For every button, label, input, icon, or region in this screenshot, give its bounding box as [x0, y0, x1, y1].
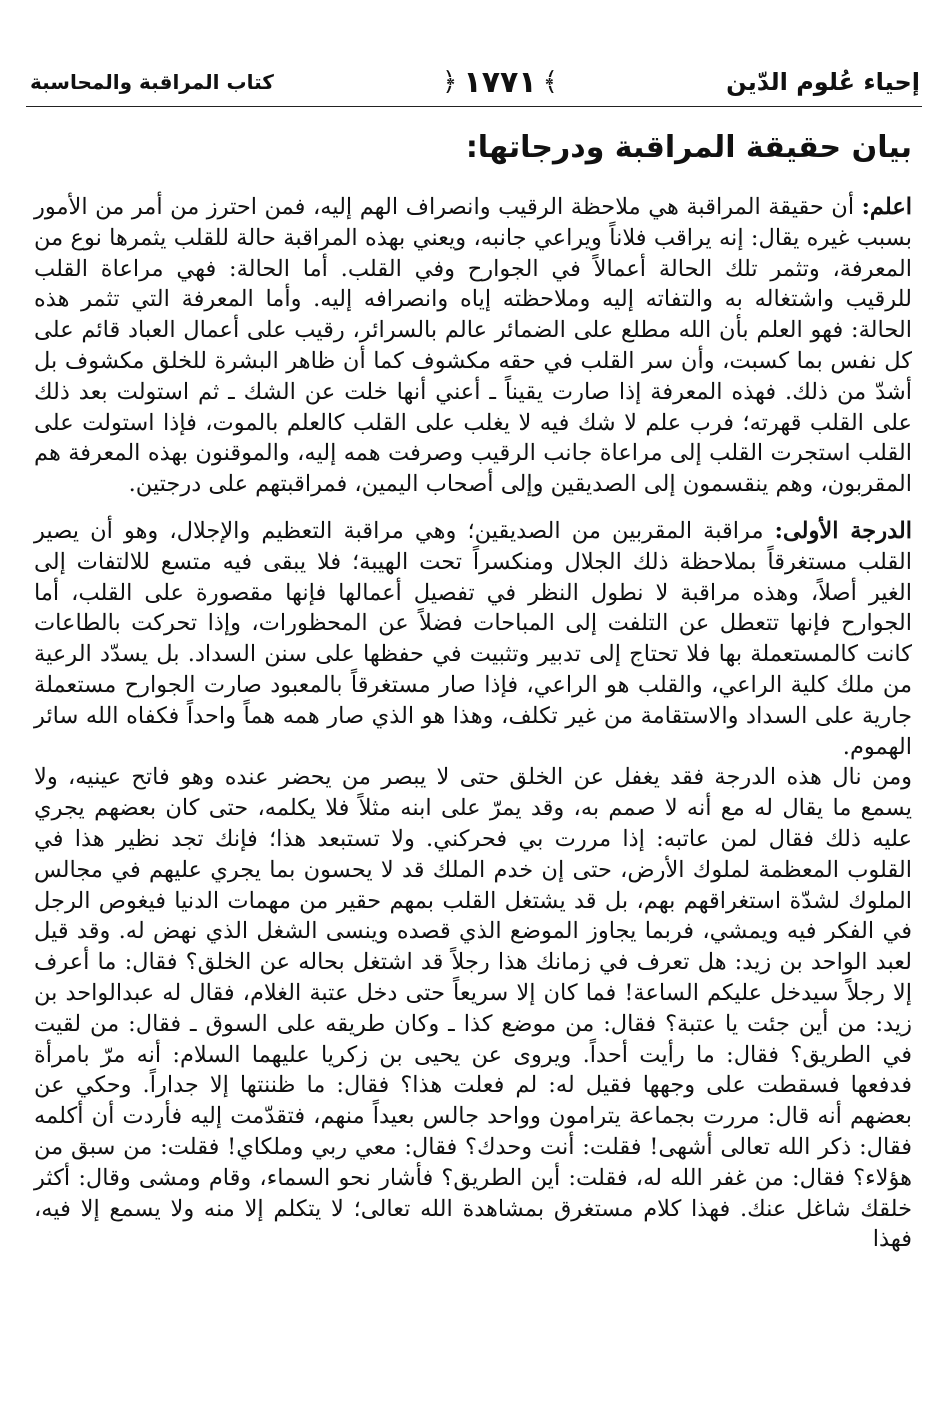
paragraph-lead: اعلم: — [861, 194, 912, 220]
paragraph-text: ومن نال هذه الدرجة فقد يغفل عن الخلق حتى لا يبصر من يحضر عنده وهو فاتح عينيه، ولا يسمع ما يقال له مع أنه لا صمم به، وقد يمرّ على ابنه مثلاً فلا يكلمه، حتى كان بعضهم يجري عليه ذلك فقال لمن عاتبه: إذا مررت بي فحركني. ولا تستبعد هذا؛ فإنك تجد نظير هذا في القلوب المعظمة لملوك الأرض، حتى إن خدم الملك قد لا يحسون بما يجري عليهم في مجالس الملوك لشدّة استغراقهم بهم، بل قد يشتغل القلب بمهم حقير من مهمات الدنيا فيغوص الرجل في الفكر فيه ويمشي، فربما يجاوز الموضع الذي قصده وينسى الشغل الذي نهض له. وقد قيل لعبد الواحد بن زيد: هل تعرف في زمانك هذا رجلاً قد اشتغل بحاله عن الخلق؟ فقال: ما أعرف إلا رجلاً سيدخل عليكم الساعة! فما كان إلا سريعاً حتى دخل عتبة الغلام، فقال له عبدالواحد بن زيد: من أين جئت يا عتبة؟ فقال: من موضع كذا ـ وكان طريقه على السوق ـ فقال: من لقيت في الطريق؟ فقال: ما رأيت أحداً. ويروى عن يحيى بن زكريا عليهما السلام: أنه مرّ بامرأة فدفعها فسقطت على وجهها فقيل له: لم فعلت هذا؟ فقال: ما ظننتها إلا جداراً. وحكي عن بعضهم أنه قال: مررت بجماعة يترامون وواحد جالس بعيداً منهم، فتقدّمت إليه فأردت أن أكلمه فقال: ذكر الله تعالى أشهى! فقلت: أنت وحدك؟ فقال: معي ربي وملكاي! فقلت: من سبق من هؤلاء؟ فقال: من غفر الله له، فقلت: أين الطريق؟ فأشار نحو السماء، وقام ومشى وقال: أكثر خلقك شاغل عنك. فهذا كلام مستغرق بمشاهدة الله تعالى؛ لا يتكلم إلا منه ولا يسمع إلا فيه، فهذا — [34, 764, 912, 1253]
book-title: إحياء عُلوم الدّين — [726, 68, 920, 96]
paragraph-first-degree — [34, 516, 912, 762]
ornament-right: ﴾ — [542, 67, 558, 97]
page-number-block — [442, 65, 558, 100]
chapter-title: كتاب المراقبة والمحاسبة — [30, 70, 274, 94]
paragraph-text: مراقبة المقربين من الصديقين؛ وهي مراقبة التعظيم والإجلال، وهو أن يصير القلب مستغرقاً بملاحظة ذلك الجلال ومنكسراً تحت الهيبة؛ فلا يبقى فيه متسع للالتفات إلى الغير أصلاً، وهذه مراقبة لا نطول النظر في تفصيل أعمالها فإنها مقصورة على القلب، أما الجوارح فإنها تتعطل عن التلفت إلى المباحات فضلاً عن المحظورات، وإذا تحركت بالطاعات كانت كالمستعملة بها فلا تحتاج إلى تدبير وتثبيت في حفظها على سنن السداد. بل يسدّد الرعية من ملك كلية الراعي، والقلب هو الراعي، فإذا صار مستغرقاً بالمعبود صارت الجوارح مستعملة جارية على السداد والاستقامة من غير تكلف، وهذا هو الذي صار همه هماً واحداً فكفاه الله سائر الهموم. — [34, 517, 912, 760]
paragraph-definition — [34, 192, 912, 500]
ornament-left: ﴿ — [442, 67, 458, 97]
paragraph-lead: الدرجة الأولى: — [774, 517, 912, 544]
paragraph-continuation — [34, 762, 912, 1255]
page-body — [34, 116, 912, 1271]
section-heading: بيان حقيقة المراقبة ودرجاتها: — [465, 130, 912, 165]
page-number: ١٧٧١ — [463, 64, 537, 100]
header-divider — [26, 106, 922, 107]
running-header — [30, 58, 920, 106]
paragraph-text: أن حقيقة المراقبة هي ملاحظة الرقيب وانصراف الهم إليه، فمن احترز من أمر من الأمور بسبب غيره يقال: إنه يراقب فلاناً ويراعي جانبه، ويعني بهذه المراقبة حالة للقلب يثمرها نوع من المعرفة، وتثمر تلك الحالة أعمالاً في الجوارح وفي القلب. أما الحالة: فهي مراعاة القلب للرقيب واشتغاله به والتفاته إليه وملاحظته إياه وانصرافه إليه. وأما المعرفة التي تثمر هذه الحالة: فهو العلم بأن الله مطلع على الضمائر عالم بالسرائر، رقيب على أعمال العباد قائم على كل نفس بما كسبت، وأن سر القلب في حقه مكشوف كما أن ظاهر البشرة للخلق مكشوف بل أشدّ من ذلك. فهذه المعرفة إذا صارت يقيناً ـ أعني أنها خلت عن الشك ـ ثم استولت بعد ذلك على القلب قهرته؛ فرب علم لا شك فيه لا يغلب على القلب كالعلم بالموت، فإذا استولت على القلب استجرت القلب إلى مراعاة جانب الرقيب وصرفت همه إليه، والموقنون بهذه المعرفة هم المقربون، وهم ينقسمون إلى الصديقين وإلى أصحاب اليمين، فمراقبتهم على درجتين. — [34, 194, 912, 498]
